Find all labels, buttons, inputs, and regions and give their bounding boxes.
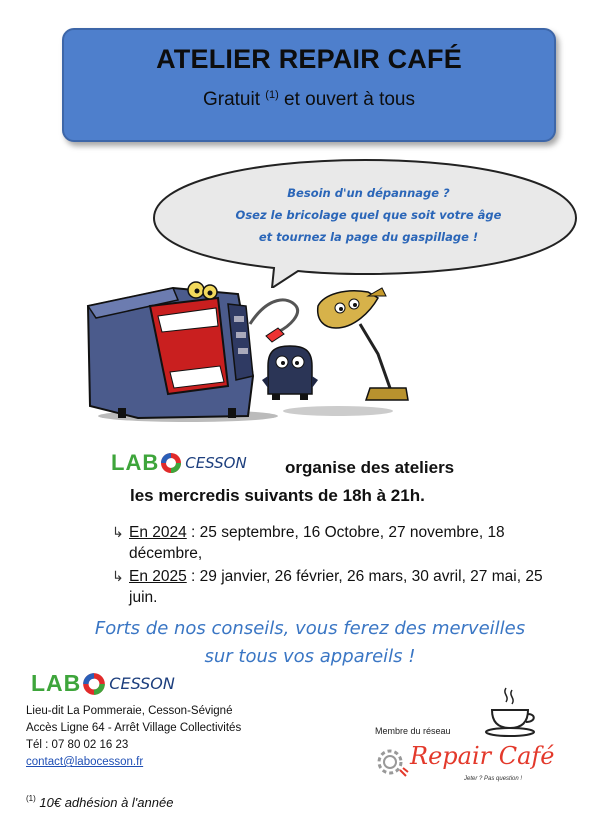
logo-city-text: CESSON <box>185 454 247 472</box>
microwave-icon <box>88 282 253 418</box>
address-block <box>26 703 241 771</box>
list-item <box>112 566 552 608</box>
logo-lab-text: LAB <box>31 670 82 696</box>
appliances-illustration <box>78 276 418 426</box>
organizer-line-2: les mercredis suivants de 18h à 21h. <box>130 486 425 505</box>
repair-cafe-logo-text: Repair Café <box>410 742 555 770</box>
date-text: : 29 janvier, 26 février, 26 mars, 30 avril, 27 mai, 25 juin. <box>129 568 543 606</box>
email-link[interactable]: contact@labocesson.fr <box>26 756 144 768</box>
date-text: : 25 septembre, 16 Octobre, 27 novembre, 18 décembre, <box>129 524 505 562</box>
repair-cafe-member-label: Membre du réseau <box>375 726 451 736</box>
address-line-2: Accès Ligne 64 - Arrêt Village Collectivités <box>26 722 242 734</box>
bubble-text <box>196 182 541 248</box>
logo-city-text: CESSON <box>109 674 175 693</box>
lamp-icon <box>318 288 408 400</box>
phone-number: Tél : 07 80 02 16 23 <box>26 739 129 751</box>
page-subtitle <box>64 89 554 111</box>
coffee-cup-icon <box>478 684 538 740</box>
arrow-icon: ↳ <box>112 524 124 540</box>
footnote <box>26 794 173 810</box>
list-item <box>112 522 552 564</box>
labo-cesson-logo <box>111 450 247 476</box>
toaster-icon <box>262 346 318 400</box>
gear-icon <box>370 742 410 782</box>
repair-cafe-tagline: Jeter ? Pas question ! <box>464 776 523 782</box>
arrow-icon: ↳ <box>112 568 124 584</box>
slogan <box>60 615 560 671</box>
organizer-line-1: organise des ateliers <box>285 458 455 477</box>
dates-list <box>112 522 552 610</box>
bubble-line-1: Besoin d'un dépannage ? <box>287 186 450 200</box>
bubble-line-2: Osez le bricolage quel que soit votre âge <box>235 208 502 222</box>
footnote-marker: (1) <box>26 794 36 803</box>
date-year: En 2024 <box>129 524 187 541</box>
header-banner <box>62 28 556 142</box>
address-line-1: Lieu-dit La Pommeraie, Cesson-Sévigné <box>26 705 233 717</box>
slogan-line-1: Forts de nos conseils, vous ferez des merveilles <box>94 618 526 639</box>
logo-globe-icon <box>81 672 107 696</box>
subtitle-text: Gratuit <box>202 89 266 110</box>
bubble-line-3: et tournez la page du gaspillage ! <box>258 230 479 244</box>
date-year: En 2025 <box>129 568 187 585</box>
footer-labo-logo <box>31 670 175 697</box>
footnote-marker: (1) <box>265 89 279 101</box>
logo-lab-text: LAB <box>111 450 160 475</box>
subtitle-text-end: et ouvert à tous <box>278 89 415 110</box>
footnote-text: 10€ adhésion à l'année <box>35 795 174 810</box>
logo-globe-icon <box>159 452 183 474</box>
page-title: ATELIER REPAIR CAFÉ <box>156 44 462 74</box>
slogan-line-2: sur tous vos appareils ! <box>204 646 416 667</box>
